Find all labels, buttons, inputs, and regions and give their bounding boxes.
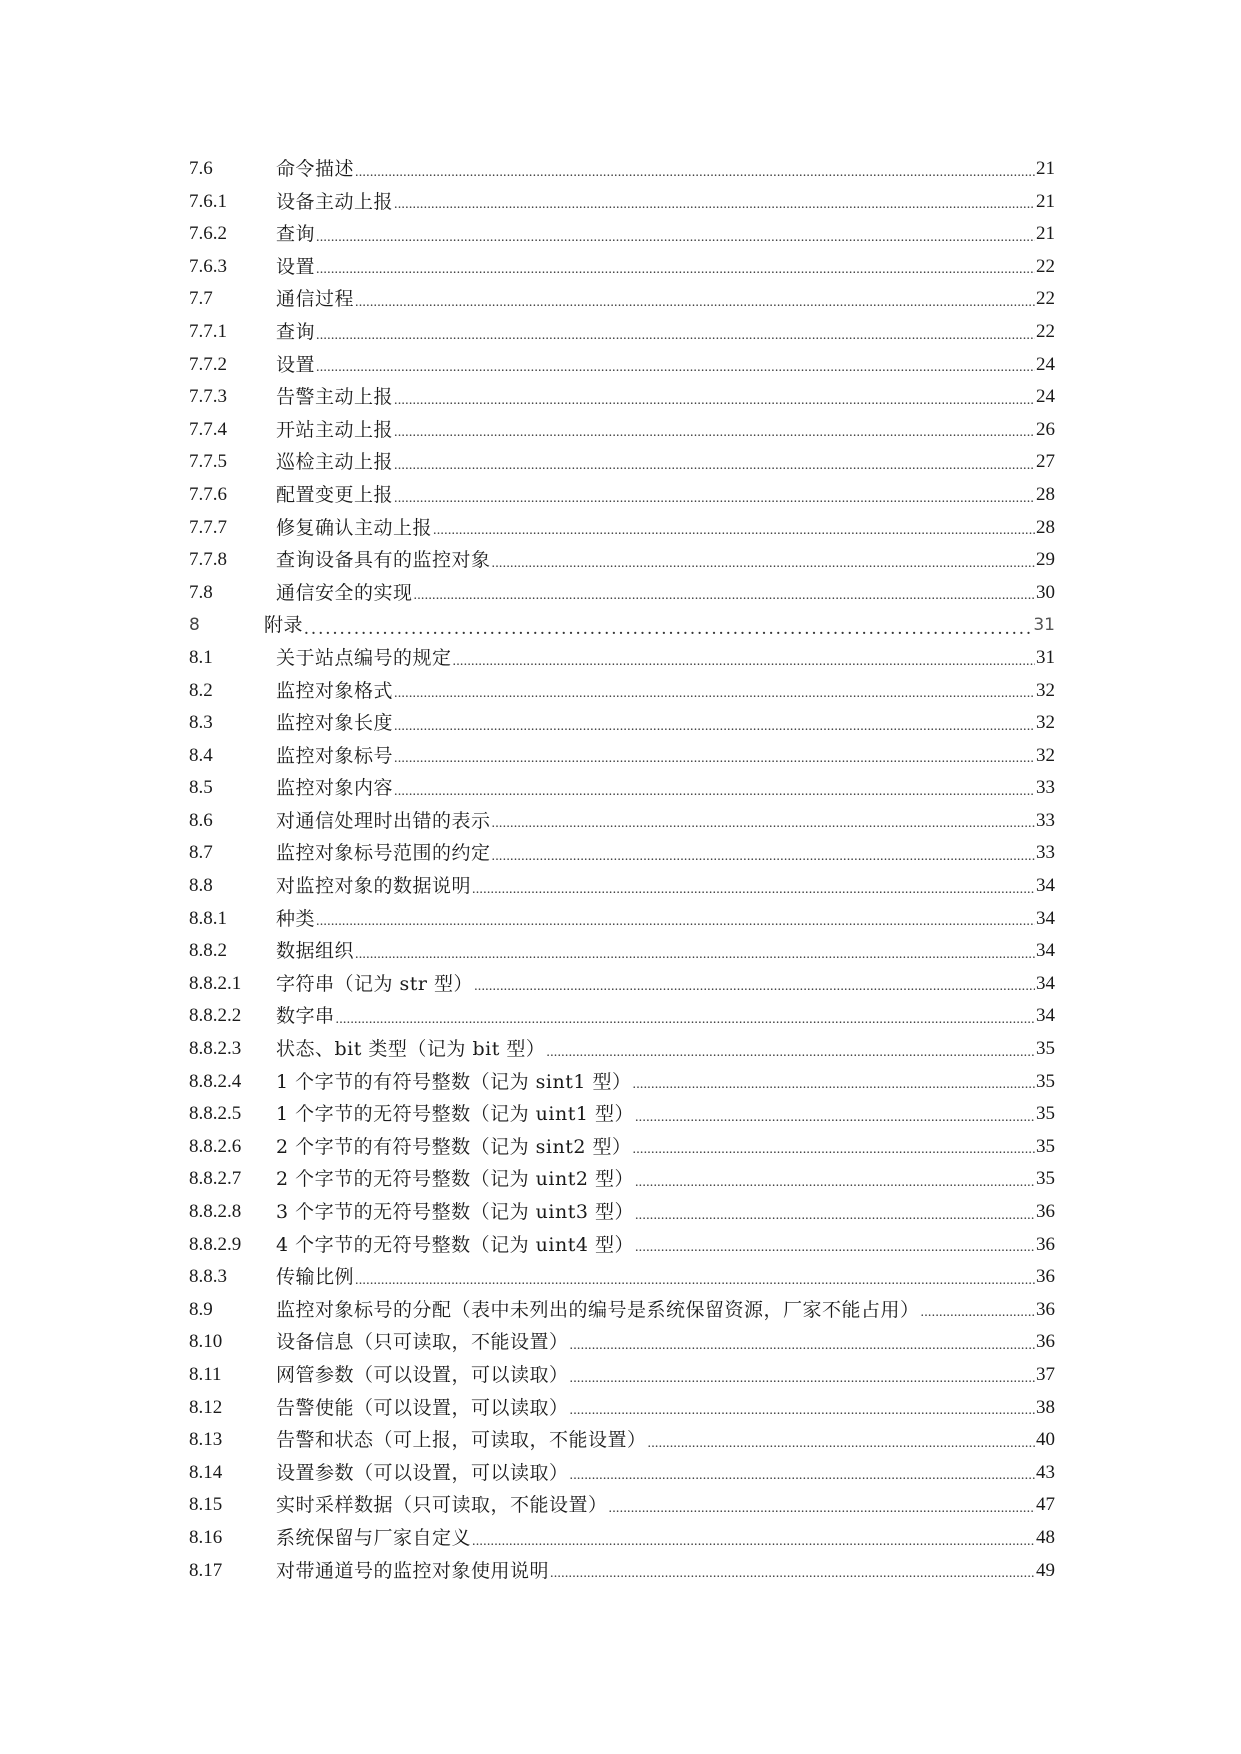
toc-entry-title: 通信安全的实现 <box>276 581 413 604</box>
toc-entry-number: 8.11 <box>189 1363 222 1385</box>
toc-entry-number: 8.8.1 <box>189 907 227 929</box>
toc-entry-title: 1 个字节的无符号整数（记为 uint1 型） <box>276 1103 634 1126</box>
toc-entry-title: 告警主动上报 <box>276 386 394 409</box>
toc-entry-number: 7.7.8 <box>189 549 227 571</box>
toc-dot-leader <box>394 714 1035 740</box>
toc-entry-page-number: 47 <box>1036 1494 1055 1516</box>
toc-dot-leader <box>546 1040 1035 1066</box>
toc-entry-title: 对监控对象的数据说明 <box>276 875 472 898</box>
toc-dot-leader <box>433 518 1035 544</box>
toc-entry-title: 命令描述 <box>276 158 355 180</box>
toc-entry-title: 查询设备具有的监控对象 <box>276 549 491 572</box>
toc-entry-page-number: 38 <box>1036 1396 1055 1418</box>
toc-entry-title: 监控对象标号的分配（表中未列出的编号是系统保留资源，厂家不能占用） <box>276 1298 920 1321</box>
toc-entry[interactable] <box>189 381 1055 414</box>
toc-entry[interactable] <box>189 316 1055 349</box>
toc-entry-page-number: 26 <box>1036 418 1055 440</box>
toc-dot-leader <box>472 1529 1035 1555</box>
toc-entry[interactable] <box>189 251 1055 284</box>
toc-dot-leader <box>921 1300 1035 1326</box>
toc-dot-leader <box>570 1366 1035 1392</box>
toc-entry-page-number: 34 <box>1036 875 1055 897</box>
toc-entry-page-number: 33 <box>1036 809 1055 831</box>
toc-entry[interactable] <box>189 935 1055 968</box>
toc-dot-leader <box>316 225 1035 251</box>
toc-entry-title: 修复确认主动上报 <box>276 516 433 539</box>
toc-entry[interactable] <box>189 740 1055 773</box>
toc-entry-number: 8.2 <box>189 679 213 701</box>
toc-dot-leader <box>633 1137 1036 1163</box>
toc-entry-title: 查询 <box>276 320 316 343</box>
toc-entry[interactable] <box>189 1229 1055 1262</box>
toc-entry[interactable] <box>189 1522 1055 1555</box>
toc-entry-title: 监控对象标号范围的约定 <box>276 842 491 865</box>
toc-entry-number: 8.17 <box>189 1559 223 1581</box>
toc-entry-page-number: 21 <box>1036 223 1055 245</box>
toc-entry-number: 8.8.2.8 <box>189 1201 242 1222</box>
toc-entry-number: 8.8 <box>189 875 213 897</box>
toc-entry-title: 告警和状态（可上报，可读取，不能设置） <box>276 1429 647 1452</box>
toc-entry-number: 8.8.2.1 <box>189 972 242 994</box>
toc-entry[interactable] <box>189 1555 1055 1588</box>
toc-entry-title: 附录 <box>264 614 304 637</box>
toc-entry-title: 字符串（记为 str 型） <box>276 972 474 995</box>
toc-entry-title: 设置参数（可以设置，可以读取） <box>276 1461 569 1484</box>
toc-entry-page-number: 35 <box>1036 1038 1055 1060</box>
toc-entry-title: 设备主动上报 <box>276 190 394 213</box>
toc-dot-leader <box>492 551 1035 577</box>
toc-entry-number: 8.5 <box>189 777 213 799</box>
toc-entry-page-number: 21 <box>1036 190 1055 212</box>
toc-entry[interactable] <box>189 837 1055 870</box>
toc-dot-leader <box>472 877 1035 903</box>
toc-entry[interactable] <box>189 1457 1055 1490</box>
toc-entry[interactable] <box>189 283 1055 316</box>
toc-entry-page-number: 22 <box>1036 320 1055 342</box>
toc-dot-leader <box>355 1268 1035 1294</box>
toc-entry[interactable] <box>189 772 1055 805</box>
toc-entry-title: 设备信息（只可读取，不能设置） <box>276 1331 569 1354</box>
toc-dot-leader <box>550 1561 1035 1587</box>
toc-entry-title: 监控对象标号 <box>276 744 394 767</box>
toc-entry-number: 8.8.2.2 <box>189 1005 242 1027</box>
toc-entry-title: 系统保留与厂家自定义 <box>276 1526 472 1549</box>
toc-entry-page-number: 29 <box>1036 549 1055 571</box>
toc-entry-page-number: 34 <box>1036 940 1055 962</box>
toc-dot-leader <box>355 160 1035 186</box>
toc-dot-leader <box>414 583 1035 609</box>
toc-entry[interactable] <box>189 1066 1055 1099</box>
toc-dot-leader <box>570 1333 1035 1359</box>
toc-dot-leader <box>304 616 1032 642</box>
toc-entry[interactable] <box>189 1098 1055 1131</box>
toc-dot-leader <box>394 746 1035 772</box>
toc-dot-leader <box>394 779 1035 805</box>
toc-entry-title: 开站主动上报 <box>276 418 394 441</box>
toc-entry-title: 对通信处理时出错的表示 <box>276 809 491 832</box>
toc-entry[interactable] <box>189 218 1055 251</box>
toc-entry-title: 配置变更上报 <box>276 483 394 506</box>
toc-entry[interactable] <box>189 609 1055 642</box>
toc-entry-page-number: 28 <box>1036 483 1055 505</box>
toc-entry[interactable] <box>189 1359 1055 1392</box>
toc-dot-leader <box>394 453 1035 479</box>
toc-entry-number: 8.8.3 <box>189 1266 227 1288</box>
toc-entry-number: 7.6.2 <box>189 223 227 245</box>
toc-entry-title: 通信过程 <box>276 288 355 311</box>
toc-dot-leader <box>316 257 1035 283</box>
toc-entry-page-number: 27 <box>1036 451 1055 473</box>
toc-entry-page-number: 35 <box>1036 1103 1055 1125</box>
toc-dot-leader <box>394 192 1035 218</box>
toc-dot-leader <box>635 1235 1035 1261</box>
toc-entry-page-number: 33 <box>1036 777 1055 799</box>
toc-entry-title: 实时采样数据（只可读取，不能设置） <box>276 1494 608 1517</box>
toc-entry-number: 8.8.2.7 <box>189 1168 242 1190</box>
toc-entry-page-number: 31 <box>1033 615 1055 636</box>
toc-entry-page-number: 34 <box>1036 972 1055 994</box>
toc-entry-number: 8.13 <box>189 1429 223 1451</box>
toc-entry-page-number: 33 <box>1036 842 1055 864</box>
toc-entry-page-number: 30 <box>1036 581 1055 603</box>
toc-entry[interactable] <box>189 512 1055 545</box>
toc-entry-number: 8.9 <box>189 1298 213 1320</box>
toc-entry-page-number: 34 <box>1036 1005 1055 1027</box>
toc-dot-leader <box>635 1203 1035 1229</box>
toc-entry-number: 7.8 <box>189 581 213 603</box>
toc-entry-number: 8.8.2 <box>189 940 227 962</box>
toc-entry-number: 8.7 <box>189 842 213 864</box>
toc-entry-number: 8.15 <box>189 1494 223 1516</box>
toc-entry[interactable] <box>189 577 1055 610</box>
toc-entry-title: 网管参数（可以设置，可以读取） <box>276 1363 569 1386</box>
toc-entry-title: 监控对象内容 <box>276 777 394 800</box>
toc-entry[interactable] <box>189 1424 1055 1457</box>
toc-entry-number: 8.3 <box>189 712 213 734</box>
toc-entry-number: 8.4 <box>189 744 213 766</box>
toc-entry[interactable] <box>189 1131 1055 1164</box>
toc-entry[interactable] <box>189 870 1055 903</box>
toc-entry-title: 2 个字节的有符号整数（记为 sint2 型） <box>276 1135 632 1158</box>
toc-entry[interactable] <box>189 1294 1055 1327</box>
toc-dot-leader <box>570 1463 1035 1489</box>
toc-entry-number: 7.6.3 <box>189 255 227 277</box>
toc-entry-number: 7.7.1 <box>189 320 227 342</box>
toc-entry[interactable] <box>189 968 1055 1001</box>
toc-dot-leader <box>394 681 1035 707</box>
toc-entry-number: 8.12 <box>189 1396 223 1418</box>
toc-entry-title: 1 个字节的有符号整数（记为 sint1 型） <box>276 1070 632 1093</box>
toc-entry-page-number: 36 <box>1036 1331 1055 1353</box>
toc-entry-title: 设置 <box>276 255 316 278</box>
toc-entry[interactable] <box>189 707 1055 740</box>
toc-entry[interactable] <box>189 414 1055 447</box>
toc-dot-leader <box>394 388 1035 414</box>
toc-entry-number: 8 <box>189 615 200 636</box>
toc-entry-page-number: 36 <box>1036 1233 1055 1255</box>
toc-entry[interactable] <box>189 153 1055 186</box>
toc-entry-number: 8.8.2.6 <box>189 1135 242 1157</box>
toc-dot-leader <box>316 323 1035 349</box>
toc-entry-page-number: 32 <box>1036 712 1055 734</box>
toc-entry-page-number: 28 <box>1036 516 1055 538</box>
toc-entry[interactable] <box>189 479 1055 512</box>
toc-entry-title: 监控对象格式 <box>276 679 394 702</box>
toc-entry[interactable] <box>189 1489 1055 1522</box>
toc-entry-title: 状态、bit 类型（记为 bit 型） <box>276 1038 546 1061</box>
toc-entry[interactable] <box>189 1033 1055 1066</box>
toc-entry-number: 8.8.2.3 <box>189 1038 242 1060</box>
toc-dot-leader <box>633 1072 1036 1098</box>
toc-entry-number: 8.8.2.9 <box>189 1233 242 1255</box>
toc-entry[interactable] <box>189 1163 1055 1196</box>
toc-entry-number: 8.6 <box>189 809 213 831</box>
toc-entry-title: 设置 <box>276 353 316 376</box>
toc-entry-number: 8.8.2.4 <box>189 1070 242 1092</box>
toc-entry-number: 8.10 <box>189 1331 223 1353</box>
table-of-contents <box>189 153 1055 1587</box>
toc-dot-leader <box>453 649 1035 675</box>
toc-entry[interactable] <box>189 446 1055 479</box>
toc-entry-title: 3 个字节的无符号整数（记为 uint3 型） <box>276 1201 634 1223</box>
toc-entry-page-number: 24 <box>1036 353 1055 375</box>
toc-entry[interactable] <box>189 675 1055 708</box>
toc-entry-page-number: 22 <box>1036 288 1055 310</box>
toc-entry-page-number: 24 <box>1036 386 1055 408</box>
toc-entry[interactable] <box>189 1196 1055 1229</box>
toc-entry-page-number: 36 <box>1036 1266 1055 1288</box>
toc-entry-page-number: 32 <box>1036 744 1055 766</box>
toc-entry-page-number: 35 <box>1036 1135 1055 1157</box>
toc-dot-leader <box>609 1496 1035 1522</box>
toc-entry-number: 7.7.4 <box>189 418 227 440</box>
toc-entry-title: 传输比例 <box>276 1266 355 1289</box>
toc-entry-number: 7.7.2 <box>189 353 227 375</box>
toc-entry[interactable] <box>189 805 1055 838</box>
toc-dot-leader <box>492 844 1035 870</box>
toc-entry[interactable] <box>189 544 1055 577</box>
toc-dot-leader <box>474 974 1035 1000</box>
toc-entry-page-number: 37 <box>1036 1363 1055 1385</box>
toc-entry-number: 8.14 <box>189 1461 223 1483</box>
toc-entry-page-number: 35 <box>1036 1168 1055 1190</box>
toc-entry-number: 7.7 <box>189 288 213 310</box>
toc-entry[interactable] <box>189 903 1055 936</box>
toc-entry-page-number: 36 <box>1036 1298 1055 1320</box>
toc-entry-title: 告警使能（可以设置，可以读取） <box>276 1396 569 1419</box>
toc-entry-number: 7.7.3 <box>189 386 227 408</box>
toc-entry-page-number: 32 <box>1036 679 1055 701</box>
toc-entry-number: 8.1 <box>189 646 213 668</box>
toc-entry-number: 7.7.7 <box>189 516 227 538</box>
toc-entry-title: 种类 <box>276 907 316 930</box>
toc-entry-title: 巡检主动上报 <box>276 451 394 474</box>
toc-dot-leader <box>336 1007 1035 1033</box>
toc-entry-page-number: 21 <box>1036 158 1055 179</box>
toc-dot-leader <box>316 355 1035 381</box>
toc-entry[interactable] <box>189 642 1055 675</box>
toc-dot-leader <box>355 942 1035 968</box>
toc-entry-page-number: 48 <box>1036 1526 1055 1548</box>
toc-entry[interactable] <box>189 1392 1055 1425</box>
toc-dot-leader <box>394 486 1035 512</box>
toc-dot-leader <box>394 420 1035 446</box>
toc-entry-page-number: 40 <box>1036 1429 1055 1451</box>
toc-entry-number: 7.6 <box>189 158 213 179</box>
toc-entry-title: 数据组织 <box>276 940 355 963</box>
toc-entry[interactable] <box>189 1326 1055 1359</box>
toc-dot-leader <box>635 1170 1035 1196</box>
toc-dot-leader <box>648 1431 1035 1457</box>
toc-entry-number: 7.6.1 <box>189 190 227 212</box>
toc-entry-number: 7.7.5 <box>189 451 227 473</box>
toc-entry-title: 监控对象长度 <box>276 712 394 735</box>
toc-entry-number: 8.16 <box>189 1526 223 1548</box>
toc-entry-page-number: 34 <box>1036 907 1055 929</box>
toc-entry[interactable] <box>189 1000 1055 1033</box>
toc-entry-title: 4 个字节的无符号整数（记为 uint4 型） <box>276 1233 634 1256</box>
toc-entry-title: 关于站点编号的规定 <box>276 646 452 669</box>
toc-entry[interactable] <box>189 349 1055 382</box>
toc-entry-title: 数字串 <box>276 1005 335 1028</box>
toc-entry-title: 对带通道号的监控对象使用说明 <box>276 1559 550 1582</box>
toc-entry-number: 7.7.6 <box>189 483 227 505</box>
toc-entry-page-number: 35 <box>1036 1070 1055 1092</box>
toc-entry-page-number: 49 <box>1036 1559 1055 1581</box>
toc-dot-leader <box>635 1105 1035 1131</box>
toc-entry-number: 8.8.2.5 <box>189 1103 242 1125</box>
toc-entry-title: 2 个字节的无符号整数（记为 uint2 型） <box>276 1168 634 1191</box>
toc-entry-page-number: 22 <box>1036 255 1055 277</box>
toc-entry-page-number: 43 <box>1036 1461 1055 1483</box>
toc-dot-leader <box>316 909 1035 935</box>
toc-dot-leader <box>355 290 1035 316</box>
toc-entry-page-number: 36 <box>1036 1201 1055 1222</box>
toc-entry-title: 查询 <box>276 223 316 246</box>
toc-entry[interactable] <box>189 186 1055 219</box>
toc-entry[interactable] <box>189 1261 1055 1294</box>
toc-dot-leader <box>570 1398 1035 1424</box>
toc-entry-page-number: 31 <box>1036 646 1055 668</box>
toc-dot-leader <box>492 811 1035 837</box>
